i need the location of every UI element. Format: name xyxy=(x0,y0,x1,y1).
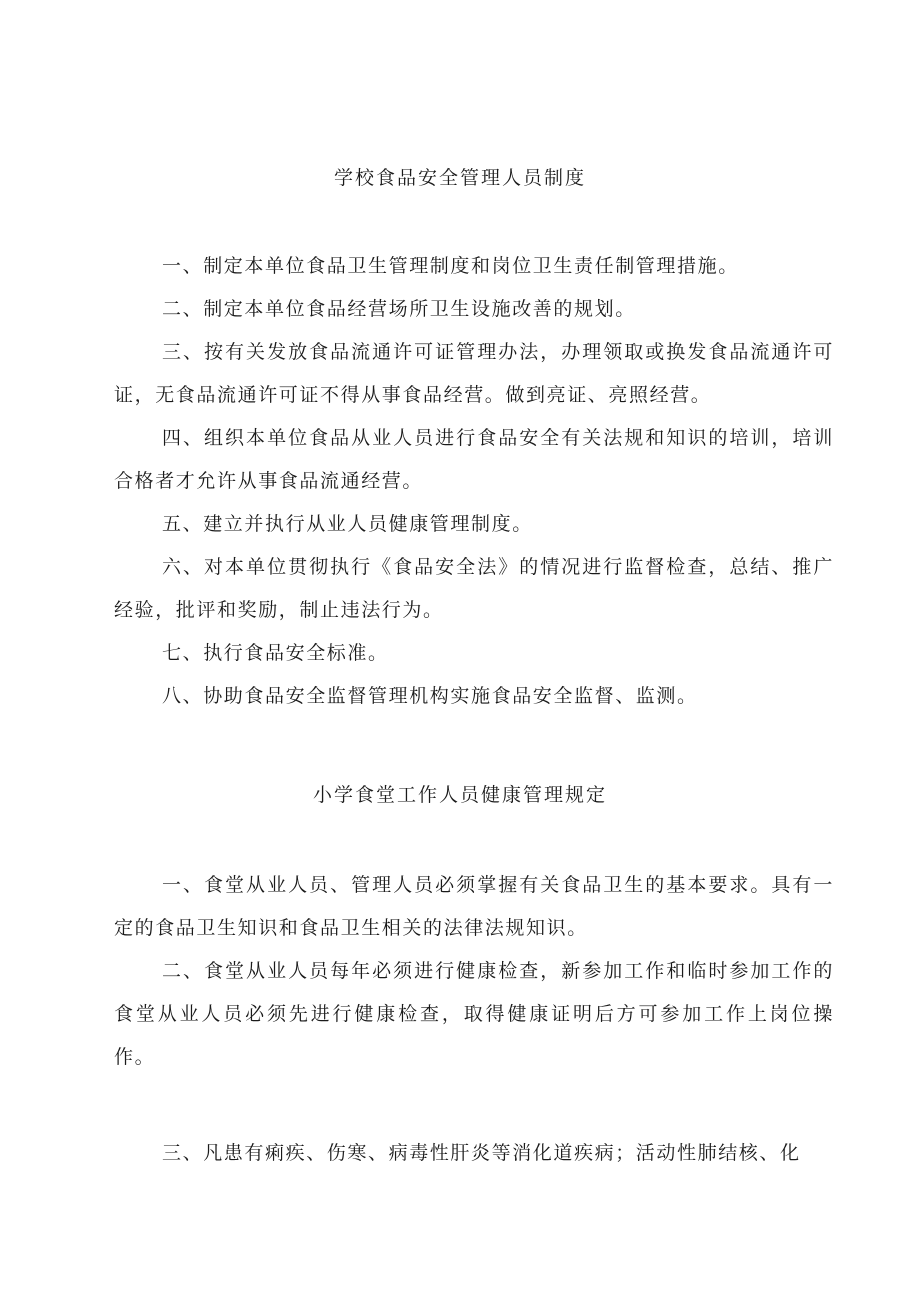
section-1-item-4: 四、组织本单位食品从业人员进行食品安全有关法规和知识的培训，培训合格者才允许从事食品流通经营。 xyxy=(114,427,834,492)
section-2-item-3: 三、凡患有痢疾、伤寒、病毒性肝炎等消化道疾病；活动性肺结核、化 xyxy=(162,1142,801,1164)
section-1-item-8: 八、协助食品安全监督管理机构实施食品安全监督、监测。 xyxy=(162,685,698,707)
section-1-item-7: 七、执行食品安全标准。 xyxy=(162,642,389,664)
section-1-item-6: 六、对本单位贯彻执行《食品安全法》的情况进行监督检查，总结、推广经验，批评和奖励，制止违法行为。 xyxy=(114,556,834,621)
section-2-title: 小学食堂工作人员健康管理规定 xyxy=(312,784,607,806)
section-1-item-1: 一、制定本单位食品卫生管理制度和岗位卫生责任制管理措施。 xyxy=(162,255,739,277)
section-1-item-3: 三、按有关发放食品流通许可证管理办法，办理领取或换发食品流通许可证，无食品流通许可证不得从事食品经营。做到亮证、亮照经营。 xyxy=(114,341,834,406)
section-2-item-2: 二、食堂从业人员每年必须进行健康检查，新参加工作和临时参加工作的食堂从业人员必须先进行健康检查，取得健康证明后方可参加工作上岗位操作。 xyxy=(114,960,834,1068)
section-1-item-2: 二、制定本单位食品经营场所卫生设施改善的规划。 xyxy=(162,298,636,320)
section-2-item-1: 一、食堂从业人员、管理人员必须掌握有关食品卫生的基本要求。具有一定的食品卫生知识和食品卫生相关的法律法规知识。 xyxy=(114,874,834,939)
section-1-item-5: 五、建立并执行从业人员健康管理制度。 xyxy=(162,513,533,535)
section-1-title: 学校食品安全管理人员制度 xyxy=(333,167,586,189)
